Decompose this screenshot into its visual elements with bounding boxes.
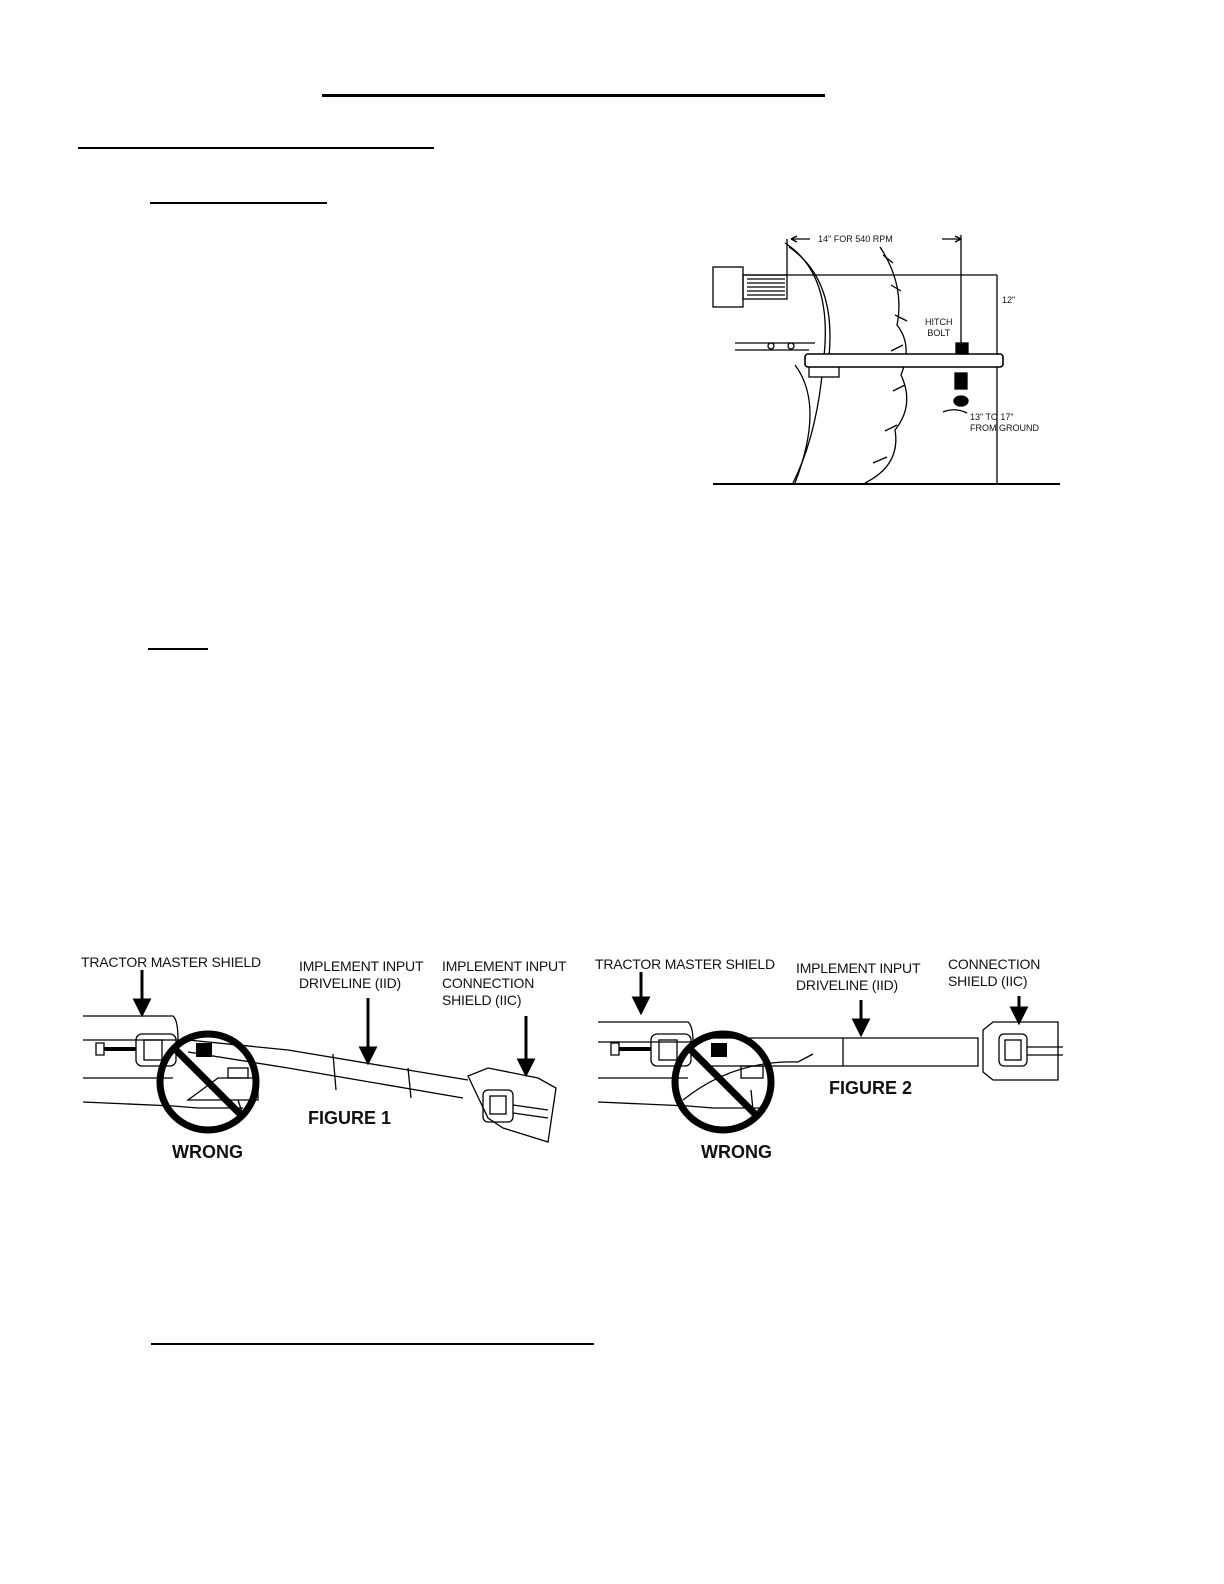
hitch-drawing [705,225,1070,490]
subsection-underline [150,202,327,204]
figure-1-tractor-shield-label: TRACTOR MASTER SHIELD [81,954,261,970]
ground-height-label: 13" TO 17" FROM GROUND [970,412,1039,433]
hitch-bolt-label: HITCH BOLT [925,317,953,338]
figure-2-tractor-shield-label: TRACTOR MASTER SHIELD [595,956,775,972]
hitch-diagram [705,225,1070,490]
figure-1-wrong-label: WRONG [172,1142,243,1162]
figure-1-caption: FIGURE 1 [308,1108,392,1128]
figure-1 [78,950,578,1170]
title-underline [322,94,825,97]
dimension-label-12in: 12" [1002,295,1016,305]
figure-1-connection-shield-label: IMPLEMENT INPUT CONNECTION SHIELD (IIC) [442,958,567,1008]
figure-2-caption: FIGURE 2 [829,1078,913,1098]
bottom-heading-underline [151,1343,594,1345]
figure-2 [593,950,1073,1170]
section-underline [78,147,434,149]
figure-2-driveline-label: IMPLEMENT INPUT DRIVELINE (IID) [796,960,921,993]
note-underline [148,648,208,650]
figure-2-connection-shield-label: CONNECTION SHIELD (IIC) [948,956,1041,989]
figure-2-wrong-label: WRONG [701,1142,772,1162]
dimension-label-540rpm: 14" FOR 540 RPM [818,234,893,244]
figure-1-driveline-label: IMPLEMENT INPUT DRIVELINE (IID) [299,958,424,991]
